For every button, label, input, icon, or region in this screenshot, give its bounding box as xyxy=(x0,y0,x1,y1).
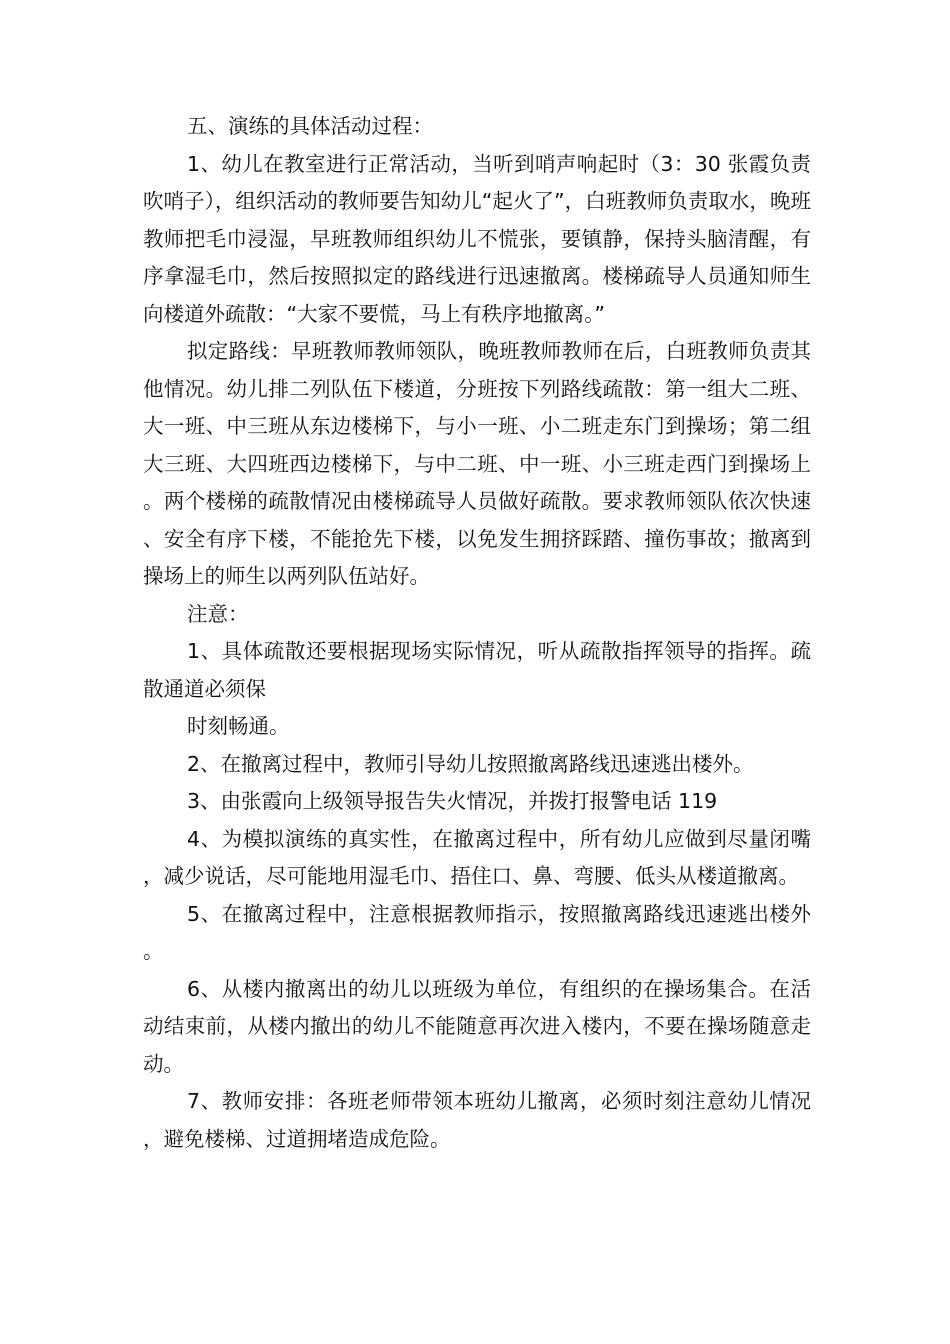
notes-heading: 注意： xyxy=(187,601,249,626)
note-5: 5、在撤离过程中，注意根据教师指示，按照撤离路线迅速逃出楼外。 xyxy=(143,901,811,963)
section-heading: 五、演练的具体活动过程： xyxy=(187,114,433,138)
paragraph-planned-route: 拟定路线：早班教师教师领队，晚班教师教师在后，白班教师负责其他情况。幼儿排二列队伍下楼道，分班按下列路线疏散：第一组大二班、大一班、中三班从东边楼梯下，与小一班、小二班走东门到操场；第二组大三班、大四班西边楼梯下，与中二班、中一班、小三班走西门到操场上。两个楼梯的疏散情况由楼梯疏导人员做好疏散。要求教师领队依次快速、安全有序下楼，不能抢先下楼，以免发生拥挤踩踏、撞伤事故；撤离到操场上的师生以两列队伍站好。 xyxy=(143,339,811,588)
note-1-continued: 时刻畅通。 xyxy=(187,714,290,738)
document-page xyxy=(143,108,811,1158)
note-7: 7、教师安排：各班老师带领本班幼儿撤离，必须时刻注意幼儿情况，避免楼梯、过道拥堵造成危险。 xyxy=(143,1089,811,1151)
note-3: 3、由张霞向上级领导报告失火情况，并拨打报警电话 119 xyxy=(187,789,718,813)
paragraph-drill-step-1: 1、幼儿在教室进行正常活动，当听到哨声响起时（3：30 张霞负责吹哨子），组织活动的教师要告知幼儿“起火了”，白班教师负责取水，晚班教师把毛巾浸湿，早班教师组织幼儿不慌张，要镇静，保持头脑清醒，有序拿湿毛巾，然后按照拟定的路线进行迅速撤离。楼梯疏导人员通知师生向楼道外疏散：“大家不要慌，马上有秩序地撤离。” xyxy=(143,151,811,326)
note-2: 2、在撤离过程中，教师引导幼儿按照撤离路线迅速逃出楼外。 xyxy=(187,751,754,776)
note-4: 4、为模拟演练的真实性，在撤离过程中，所有幼儿应做到尽量闭嘴，减少说话，尽可能地用湿毛巾、捂住口、鼻、弯腰、低头从楼道撤离。 xyxy=(143,826,811,888)
note-6: 6、从楼内撤离出的幼儿以班级为单位，有组织的在操场集合。在活动结束前，从楼内撤出的幼儿不能随意再次进入楼内，不要在操场随意走动。 xyxy=(143,976,811,1076)
note-1: 1、具体疏散还要根据现场实际情况，听从疏散指挥领导的指挥。疏散通道必须保 xyxy=(143,639,811,701)
